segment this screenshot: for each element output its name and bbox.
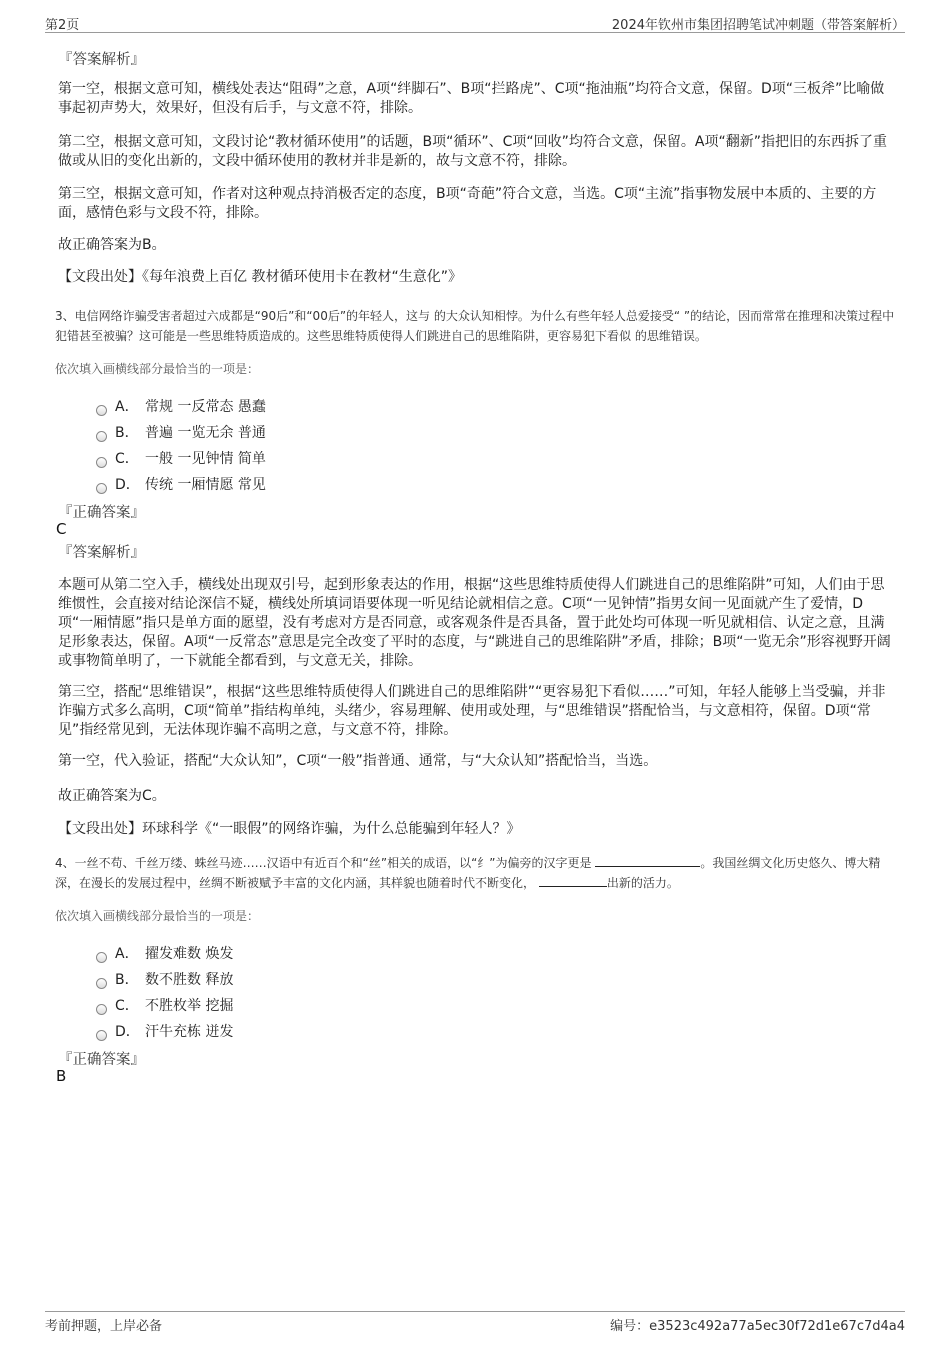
answer-conclusion: 故正确答案为B。 — [58, 237, 166, 253]
serial-number: 编号：e3523c492a77a5ec30f72d1e67c7d4a4 — [610, 1319, 905, 1334]
option-d[interactable]: D． 传统 一厢情愿 常见 — [96, 474, 266, 494]
document-title: 2024年钦州市集团招聘笔试冲刺题（带答案解析） — [611, 18, 905, 33]
page-number: 第2页 — [45, 18, 80, 33]
radio-icon[interactable] — [96, 431, 107, 442]
option-c[interactable]: C． 一般 一见钟情 简单 — [96, 448, 266, 468]
analysis-paragraph: 第三空，搭配“思维错误”，根据“这些思维特质使得人们跳进自己的思维陷阱”“更容易犯下看似……”可知，年轻人能够上当受骗，并非诈骗方式多么高明，C项“简单”指结构单纯，头绪少，容易理解、使用或处理，与“思维错误”搭配恰当，与文意相符，保留。D项“常见”指经常见到，无法体现诈骗不高明之意，与文意不符，排除。 — [58, 684, 886, 738]
question-instruction: 依次填入画横线部分最恰当的一项是： — [55, 909, 260, 923]
radio-icon[interactable] — [96, 405, 107, 416]
source-citation: 【文段出处】《每年浪费上百亿 教材循环使用卡在教材“生意化”》 — [58, 269, 462, 285]
correct-answer: B — [56, 1067, 67, 1085]
option-a[interactable]: A． 擢发难数 焕发 — [96, 943, 233, 963]
question-instruction: 依次填入画横线部分最恰当的一项是： — [55, 362, 260, 376]
analysis-label: 『答案解析』 — [58, 52, 145, 68]
option-d[interactable]: D． 汗牛充栋 迸发 — [96, 1021, 233, 1041]
analysis-paragraph: 第一空，根据文意可知，横线处表达“阻碍”之意，A项“绊脚石”、B项“拦路虎”、C项“拖油瓶”均符合文意，保留。D项“三板斧”比喻做事起初声势大，效果好，但没有后手，与文意不符，排除。 — [58, 81, 885, 116]
option-b[interactable]: B． 普遍 一览无余 普通 — [96, 422, 266, 442]
answer-conclusion: 故正确答案为C。 — [58, 788, 166, 804]
analysis-paragraph: 本题可从第二空入手，横线处出现双引号，起到形象表达的作用，根据“这些思维特质使得人们跳进自己的思维陷阱”可知，人们由于思维惯性，会直接对结论深信不疑，横线处所填词语要体现一听见结论就相信之意。C项“一见钟情”指男女间一见面就产生了爱情，D项“一厢情愿”指只是单方面的愿望，没有考虑对方是否同意，或客观条件是否具备，置于此处均可体现一听见就相信、认定之意，且满足形象表达，保留。A项“一反常态”意思是完全改变了平时的态度，与“跳进自己的思维陷阱”矛盾，排除；B项“一览无余”形容视野开阔或事物简单明了，一下就能全都看到，与文意无关，排除。 — [58, 577, 891, 669]
footer-slogan: 考前押题，上岸必备 — [45, 1319, 163, 1334]
page-header — [45, 14, 905, 33]
radio-icon[interactable] — [96, 952, 107, 963]
radio-icon[interactable] — [96, 1004, 107, 1015]
blank-2 — [539, 874, 607, 887]
radio-icon[interactable] — [96, 483, 107, 494]
page-footer — [45, 1311, 905, 1334]
option-b[interactable]: B． 数不胜数 释放 — [96, 969, 233, 989]
analysis-paragraph: 第一空，代入验证，搭配“大众认知”，C项“一般”指普通、通常，与“大众认知”搭配恰当，当选。 — [58, 753, 658, 769]
radio-icon[interactable] — [96, 978, 107, 989]
question-stem: 4、一丝不苟、千丝万缕、蛛丝马迹……汉语中有近百个和“丝”相关的成语，以“纟”为偏旁的汉字更是 。我国丝绸文化历史悠久、博大精深，在漫长的发展过程中，丝绸不断被赋予丰富的文化内涵，其样貌也随着时代不断变化， 出新的活力。 — [55, 856, 881, 890]
option-a[interactable]: A． 常规 一反常态 愚蠢 — [96, 396, 266, 416]
analysis-label: 『答案解析』 — [58, 545, 145, 561]
blank-1 — [595, 854, 700, 867]
correct-answer: C — [56, 520, 67, 538]
option-c[interactable]: C． 不胜枚举 挖掘 — [96, 995, 233, 1015]
radio-icon[interactable] — [96, 1030, 107, 1041]
question-stem: 3、电信网络诈骗受害者超过六成都是“90后”和“00后”的年轻人，这与 的大众认知相悖。为什么有些年轻人总爱接受“ ”的结论，因而常常在推理和决策过程中犯错甚至被骗？这可能是一些思维特质造成的。这些思维特质使得人们跳进自己的思维陷阱，更容易犯下看似 的思维错误。 — [55, 309, 895, 343]
analysis-paragraph: 第三空，根据文意可知，作者对这种观点持消极否定的态度，B项“奇葩”符合文意，当选。C项“主流”指事物发展中本质的、主要的方面，感情色彩与文段不符，排除。 — [58, 186, 877, 221]
analysis-paragraph: 第二空，根据文意可知，文段讨论“教材循环使用”的话题，B项“循环”、C项“回收”均符合文意，保留。A项“翻新”指把旧的东西拆了重做或从旧的变化出新的，文段中循环使用的教材并非是新的，故与文意不符，排除。 — [58, 134, 887, 169]
correct-answer-label: 『正确答案』 — [58, 505, 145, 521]
correct-answer-label: 『正确答案』 — [58, 1052, 145, 1068]
source-citation: 【文段出处】环球科学《“一眼假”的网络诈骗，为什么总能骗到年轻人？》 — [58, 821, 521, 837]
radio-icon[interactable] — [96, 457, 107, 468]
